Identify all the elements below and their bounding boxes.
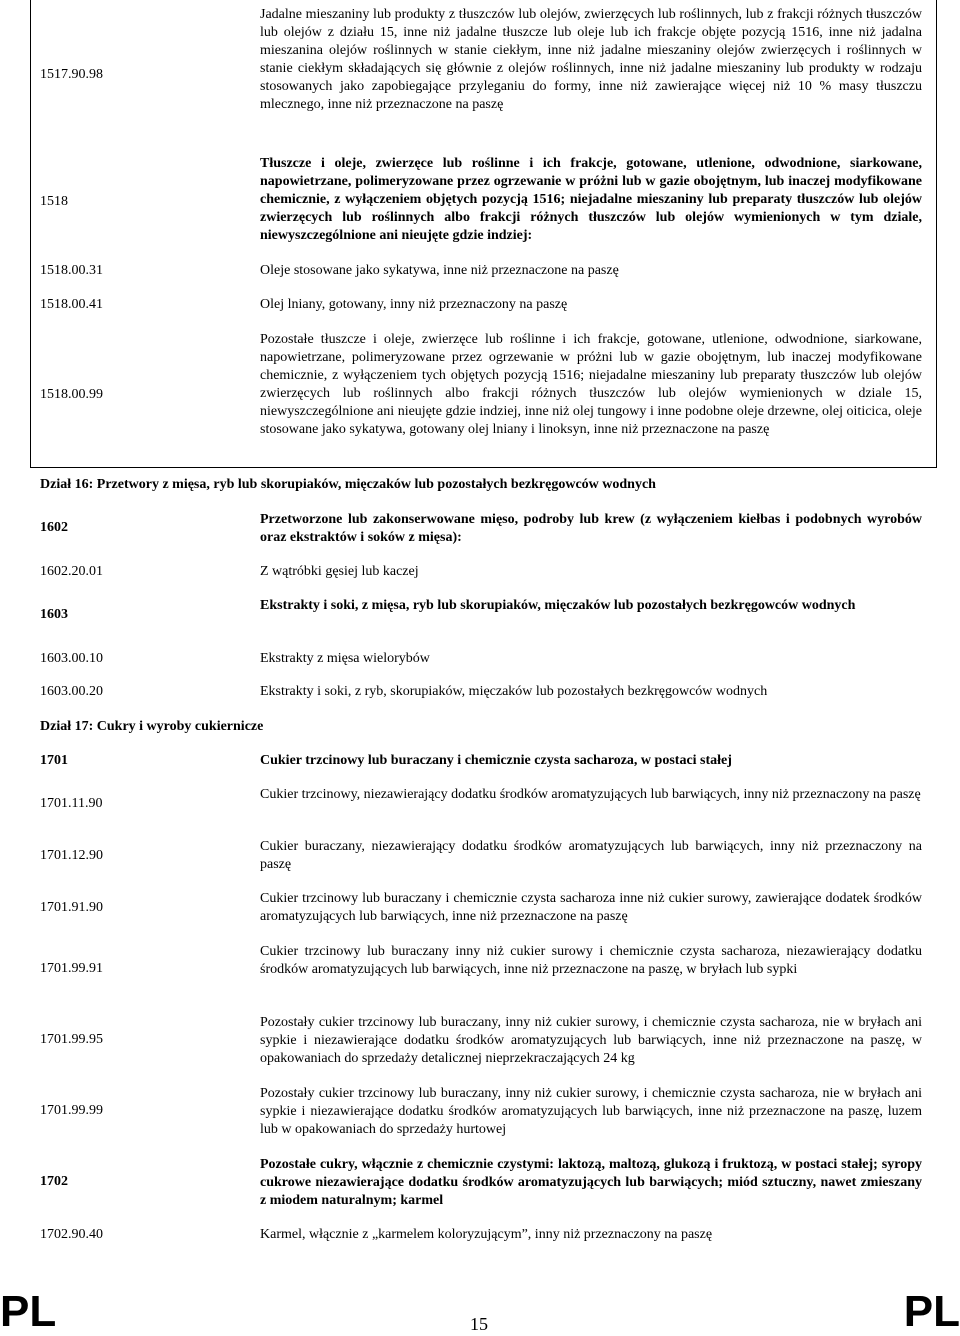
row-description: Cukier trzcinowy lub buraczany i chemicznie czysta sacharoza inne niż cukier surowy, zawierające dodatek środków aromatyzujących lub barwiących, inne niż przeznaczone na paszę <box>260 891 922 924</box>
row-description: Oleje stosowane jako sykatywa, inne niż przeznaczone na paszę <box>260 263 619 278</box>
row-description: Pozostały cukier trzcinowy lub buraczany, inny niż cukier surowy, i chemicznie czysta sacharoza, nie w bryłach ani sypkie i niezawierające dodatku środków aromatyzujących lub barwiących, inne niż przeznaczone na paszę, luzem lub w opakowaniach do sprzedaży hurtowej <box>260 1086 922 1137</box>
row-code: 1602.20.01 <box>40 564 103 579</box>
row-code: 1603.00.10 <box>40 651 103 666</box>
row-code: 1701.11.90 <box>40 796 103 811</box>
section-title: Dział 16: Przetwory z mięsa, ryb lub skorupiaków, mięczaków lub pozostałych bezkręgowców wodnych <box>40 477 656 492</box>
row-description: Pozostały cukier trzcinowy lub buraczany, inny niż cukier surowy, i chemicznie czysta sacharoza, nie w bryłach ani sypkie i niezawierające dodatku środków aromatyzujących lub barwiących, inne niż przeznaczone na paszę, w opakowaniach do sprzedaży detalicznej nieprzekraczających 24 kg <box>260 1015 922 1066</box>
row-description: Ekstrakty z mięsa wielorybów <box>260 651 430 666</box>
row-code: 1603 <box>40 607 68 622</box>
row-code: 1518 <box>40 194 68 209</box>
row-code: 1701 <box>40 753 68 768</box>
section-title: Dział 17: Cukry i wyroby cukiernicze <box>40 719 264 734</box>
row-description: Przetworzone lub zakonserwowane mięso, podroby lub krew (z wyłączeniem kiełbas i podobnych wyrobów oraz ekstraktów i soków z mięsa): <box>260 512 922 545</box>
row-description: Pozostałe tłuszcze i oleje, zwierzęce lub roślinne i ich frakcje, gotowane, utlenione, odwodnione, siarkowane, napowietrzane, polimeryzowane przez ogrzewanie w próżni lub w gazie obojętnym, lub inaczej modyfikowane chemicznie, z wyłączeniem tych objętych pozycją 1516; niejadalne mieszaniny lub preparaty tłuszczów lub olejów zwierzęcych lub roślinnych albo frakcji różnych tłuszczów lub olejów wymienionych w dziale 15, niewyszczególnione ani nieujęte gdzie indziej, inne niż olej tungowy i inne podobne oleje drzewne, olej oiticica, oleje stosowane jako sykatywa, gotowany olej lniany i linoksyn, inne niż przeznaczone na paszę <box>260 332 922 437</box>
row-code: 1603.00.20 <box>40 684 103 699</box>
row-description: Ekstrakty i soki, z mięsa, ryb lub skorupiaków, mięczaków lub pozostałych bezkręgowców wodnych <box>260 598 856 613</box>
row-description: Ekstrakty i soki, z ryb, skorupiaków, mięczaków lub pozostałych bezkręgowców wodnych <box>260 684 768 699</box>
row-description: Karmel, włącznie z „karmelem koloryzującym”, inny niż przeznaczony na paszę <box>260 1227 713 1242</box>
row-description: Olej lniany, gotowany, inny niż przeznaczony na paszę <box>260 297 568 312</box>
row-code: 1518.00.99 <box>40 387 103 402</box>
row-description: Pozostałe cukry, włącznie z chemicznie czystymi: laktozą, maltozą, glukozą i fruktozą, w postaci stałej; syropy cukrowe niezawierające dodatku środków aromatyzujących lub barwiących; miód sztuczny, nawet zmieszany z miodem naturalnym; karmel <box>260 1157 922 1208</box>
row-description: Jadalne mieszaniny lub produkty z tłuszczów lub olejów, zwierzęcych lub roślinnych, lub z frakcji różnych tłuszczów lub olejów z działu 15, inne niż jadalne tłuszcze lub oleje lub ich frakcje objęte pozycją 1516, inne niż jadalna mieszanina olejów roślinnych w stanie ciekłym, inne niż jadalne mieszaniny olejów zwierzęcych i roślinnych w stanie ciekłym składających się głównie z olejów roślinnych, inne niż jadalne mieszaniny lub produkty w rodzaju stosowanych jako zapobiegające przyleganiu do formy, inne niż zawierające więcej niż 10 % masy tłuszczu mlecznego, inne niż przeznaczone na paszę <box>260 7 922 112</box>
row-code: 1701.99.99 <box>40 1103 103 1118</box>
row-code: 1517.90.98 <box>40 67 103 82</box>
row-description: Cukier trzcinowy, niezawierający dodatku środków aromatyzujących lub barwiących, inny niż przeznaczony na paszę <box>260 787 921 802</box>
row-description: Cukier trzcinowy lub buraczany inny niż cukier surowy i chemicznie czysta sacharoza, niezawierający dodatku środków aromatyzujących lub barwiących, inne niż przeznaczone na paszę, w bryłach lub sypki <box>260 944 922 977</box>
row-description: Cukier trzcinowy lub buraczany i chemicznie czysta sacharoza, w postaci stałej <box>260 753 732 768</box>
footer-language-right: PL <box>903 1287 960 1336</box>
row-code: 1702 <box>40 1174 68 1189</box>
footer-language-left: PL <box>0 1287 57 1336</box>
row-code: 1518.00.41 <box>40 297 103 312</box>
row-code: 1701.91.90 <box>40 900 103 915</box>
row-code: 1518.00.31 <box>40 263 103 278</box>
row-code: 1701.99.95 <box>40 1032 103 1047</box>
row-code: 1602 <box>40 520 68 535</box>
row-description: Tłuszcze i oleje, zwierzęce lub roślinne i ich frakcje, gotowane, utlenione, odwodnione, siarkowane, napowietrzane, polimeryzowane przez ogrzewanie w próżni lub w gazie obojętnym, lub inaczej modyfikowane chemicznie, z wyłączeniem objętych pozycją 1516; niejadalne mieszaniny lub preparaty tłuszczów lub olejów zwierzęcych lub roślinnych albo frakcji różnych tłuszczów lub olejów wymienionych w tym dziale, niewyszczególnione ani nieujęte gdzie indziej: <box>260 156 922 243</box>
page-number: 15 <box>470 1314 488 1334</box>
row-code: 1702.90.40 <box>40 1227 103 1242</box>
row-description: Z wątróbki gęsiej lub kaczej <box>260 564 419 579</box>
row-code: 1701.99.91 <box>40 961 103 976</box>
row-description: Cukier buraczany, niezawierający dodatku środków aromatyzujących lub barwiących, inny niż przeznaczony na paszę <box>260 839 922 872</box>
row-code: 1701.12.90 <box>40 848 103 863</box>
